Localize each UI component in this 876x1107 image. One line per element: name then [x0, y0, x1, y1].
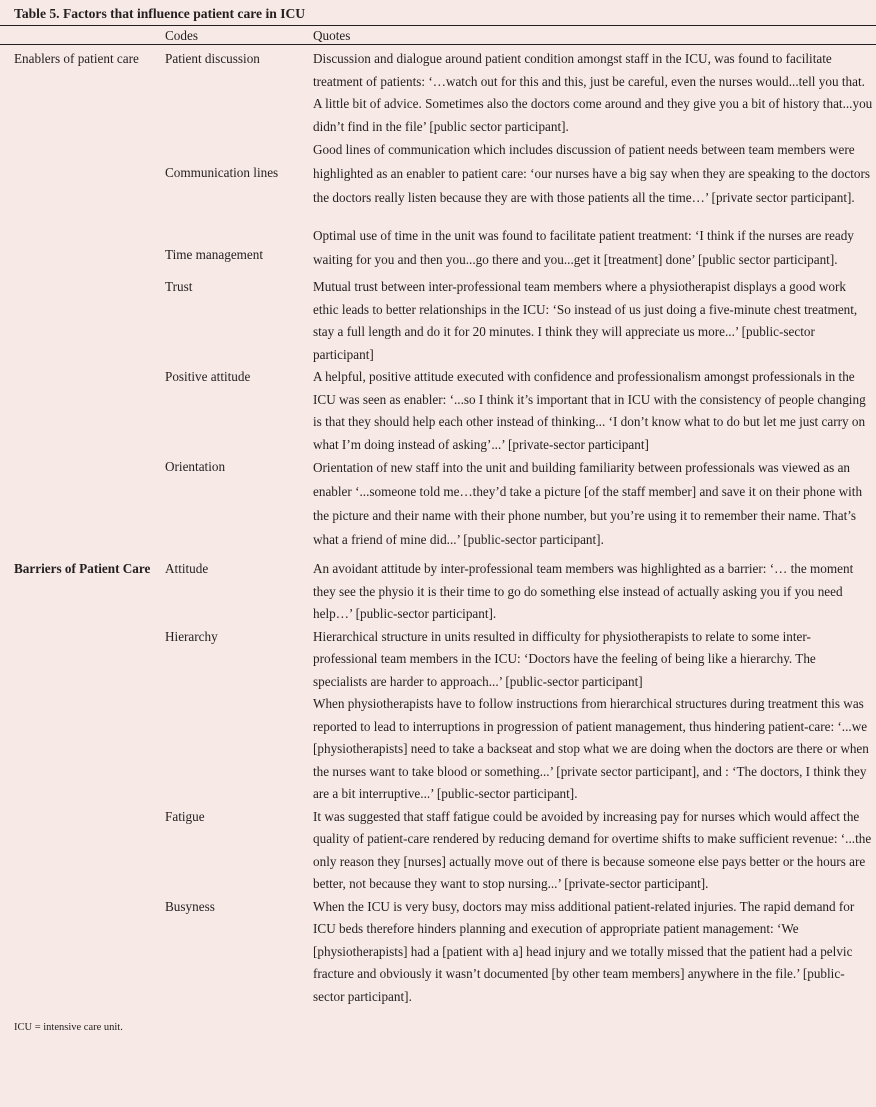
table-row: [0, 693, 876, 806]
table-title: Table 5. Factors that influence patient care in ICU: [14, 6, 306, 21]
code-cell: Patient discussion: [165, 51, 260, 66]
top-rule: [0, 25, 876, 26]
table-row: [0, 276, 876, 366]
table-row: [0, 558, 876, 626]
category-enablers: Enablers of patient care: [14, 51, 139, 66]
category-barriers: Barriers of Patient Care: [14, 561, 151, 576]
quote-cell: Discussion and dialogue around patient condition amongst staff in the ICU, was found to facilitate treatment of patients: ‘…watch out for this and this, just be careful, even the nurses would...tell you that. A little bit of advice. Sometimes also the doctors come around and they give you a bit of history that...you didn’t find in the file’ [public sector participant].: [313, 51, 873, 134]
table-row: [0, 224, 876, 272]
code-cell: Attitude: [165, 561, 209, 576]
header-quotes: Quotes: [313, 28, 351, 43]
code-cell: Orientation: [165, 459, 226, 474]
code-cell: Fatigue: [165, 808, 205, 824]
table-row: [0, 626, 876, 694]
quote-cell: Hierarchical structure in units resulted in difficulty for physiotherapists to relate to some inter-professional team members in the ICU: ‘Doctors have the feeling of being like a hierarchy. The specialists are harder to approach...’ [public-sector participant]: [313, 628, 816, 689]
table-body: [0, 48, 876, 1039]
header-rule: [0, 44, 876, 45]
table-row: [0, 456, 876, 552]
table-row: [0, 138, 876, 210]
code-cell: Hierarchy: [165, 628, 218, 644]
quote-cell: A helpful, positive attitude executed with confidence and professionalism amongst professionals in the ICU was seen as enabler: ‘...so I think it’s important that in ICU with the consistency of people changing is that they should help each other instead of thinking... ‘I don’t know what to do but let me just carry on what I’m doing instead of asking’...’ [private-sector participant]: [313, 369, 866, 452]
code-cell: Busyness: [165, 898, 215, 914]
code-cell: Trust: [165, 279, 193, 294]
table-row: [0, 366, 876, 456]
quote-cell: It was suggested that staff fatigue could be avoided by increasing pay for nurses which would affect the quality of patient-care rendered by reducing demand for overtime shifts to make sufficient revenue: ‘...the only reason they [nurses] actually move out of there is because someone else pays better or the hours are better, not because they want to stop nursing...’ [private-sector participant].: [313, 808, 872, 891]
table-row: [0, 48, 876, 138]
quote-cell: Orientation of new staff into the unit and building familiarity between professionals was viewed as an enabler ‘...someone told me…they’d take a picture [of the staff member] and save it on their phone with the picture and their name with their phone number, but you’re using it to remember their name. That’s what a friend of mine did...’ [public-sector participant].: [313, 460, 863, 547]
code-cell: Time management: [165, 247, 264, 262]
code-cell: Positive attitude: [165, 369, 251, 384]
quote-cell: Mutual trust between inter-professional team members where a physiotherapist displays a good work ethic leads to better relationships in the ICU: ‘So instead of us just doing a five-minute chest treatment, stay a full length and do it for 20 minutes. I think they will appreciate us more...’ [public-sector participant]: [313, 279, 858, 362]
quote-cell: An avoidant attitude by inter-professional team members was highlighted as a barrier: ‘… the moment they see the physio it is their time to go do something else instead of actually asking you if you need help…’ [public-sector participant].: [313, 561, 854, 621]
quote-cell: Optimal use of time in the unit was found to facilitate patient treatment: ‘I think if the nurses are ready waiting for you and then you...go there and you...get it [treatment] done’ [public sector participant].: [313, 228, 854, 267]
code-cell: Communication lines: [165, 165, 279, 180]
header-codes: Codes: [165, 28, 198, 43]
quote-cell: When physiotherapists have to follow instructions from hierarchical structures during treatment this was reported to lead to interruptions in progression of patient management, thus hindering patient-care: ‘...we [physiotherapists] need to take a backseat and stop what we are doing when the doctors are there or when the nurses want to take blood or something...’ [private sector participant], and : ‘The doctors, I think they are a bit interruptive...’ [public-sector participant].: [313, 696, 869, 801]
table-row: [0, 806, 876, 896]
quote-cell: Good lines of communication which includes discussion of patient needs between team members were highlighted as an enabler to patient care: ‘our nurses have a big say when they are speaking to the doctors the doctors really listen because they are with those patients all the time…’ [private sector participant].: [313, 142, 870, 205]
quote-cell: When the ICU is very busy, doctors may miss additional patient-related injuries. The rapid demand for ICU beds therefore hinders planning and execution of appropriate patient management: ‘We [physiotherapists] had a [patient with a] head injury and we totally missed that the patient had a pelvic fracture and obviously it wasn’t documented [by other team members] anywhere in the file.’ [public-sector participant].: [313, 898, 855, 1004]
table-row: [0, 896, 876, 1009]
table-footnote: ICU = intensive care unit.: [14, 1022, 123, 1033]
